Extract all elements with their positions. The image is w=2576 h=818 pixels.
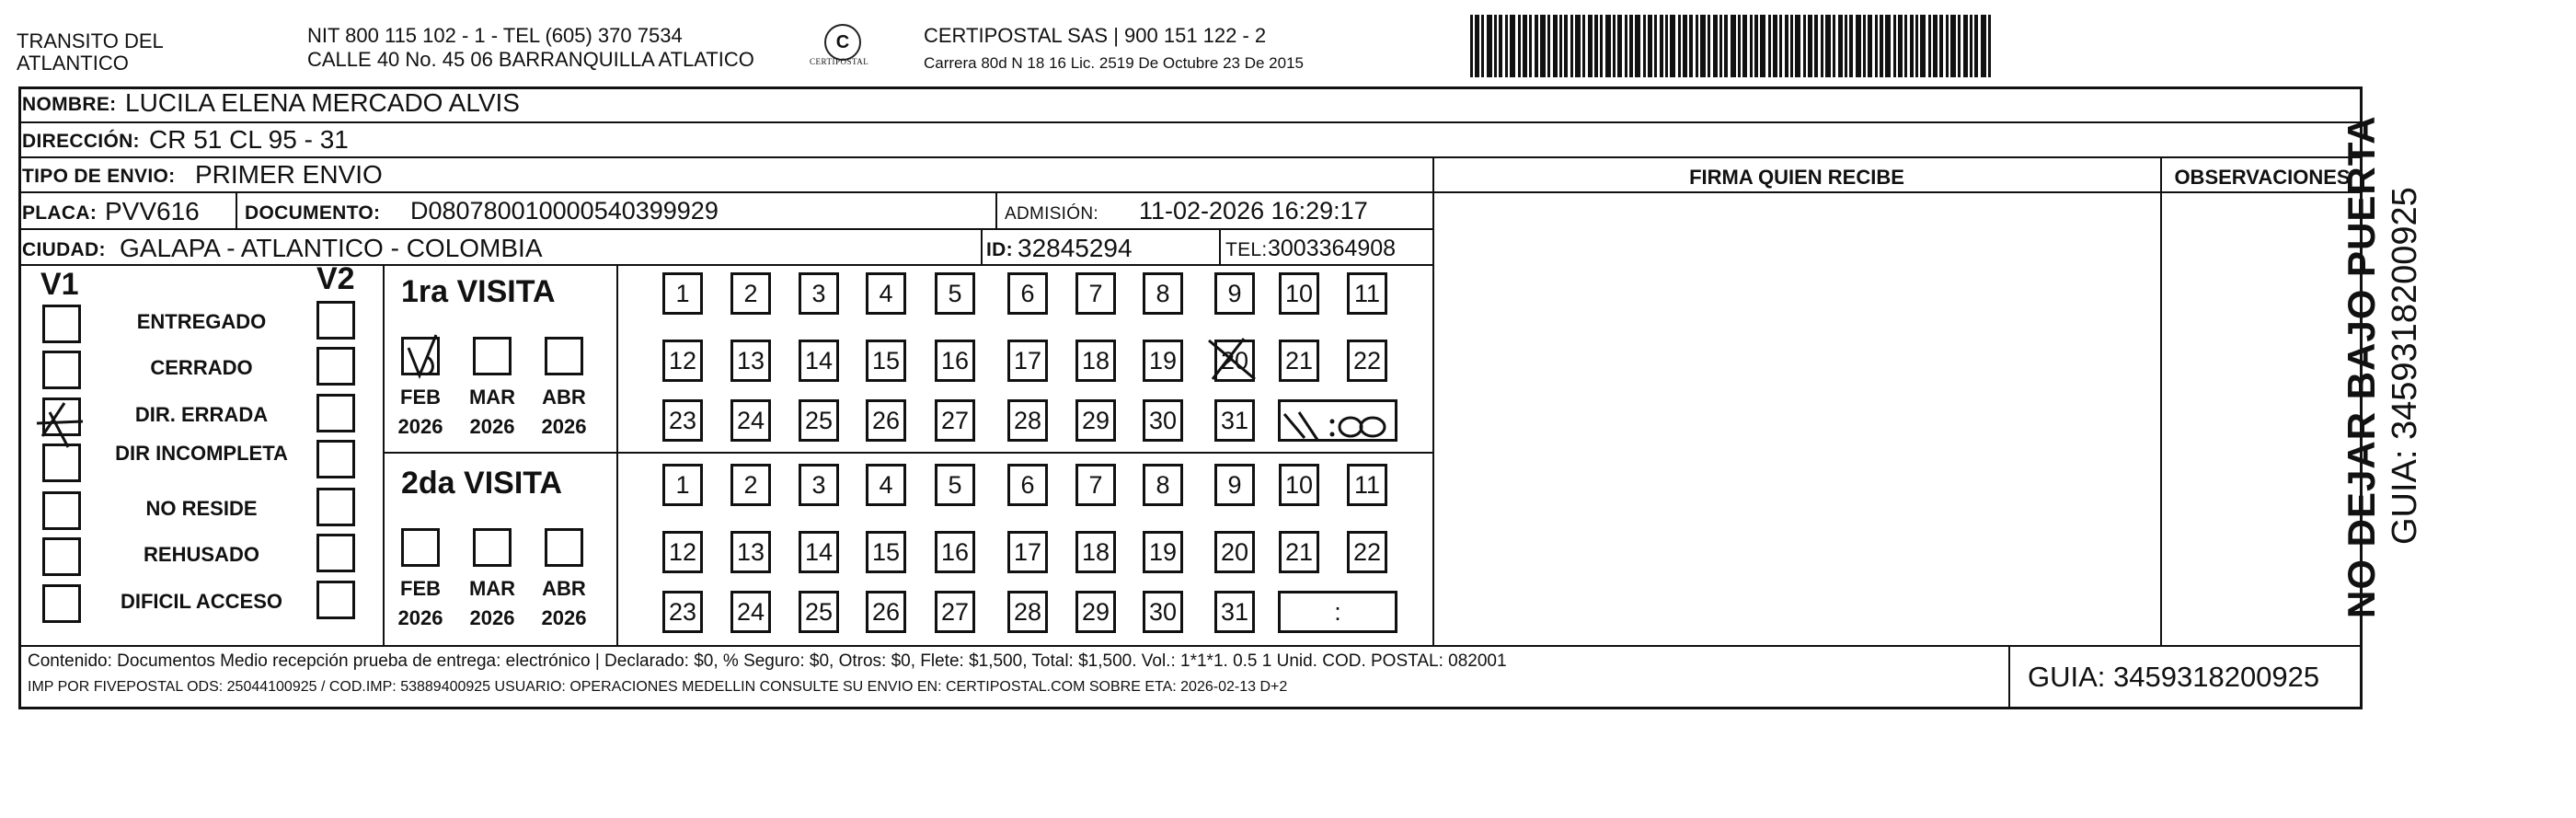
v1-checkbox[interactable] bbox=[42, 584, 81, 623]
day-box[interactable]: 21 bbox=[1279, 340, 1319, 382]
day-box[interactable]: 19 bbox=[1143, 531, 1183, 573]
month-year: 2026 bbox=[397, 606, 443, 629]
day-box[interactable]: 18 bbox=[1075, 340, 1116, 382]
month-checkbox[interactable] bbox=[473, 528, 512, 567]
logo-text: CERTIPOSTAL bbox=[810, 57, 869, 66]
day-box[interactable]: 13 bbox=[730, 340, 771, 382]
address-line: CALLE 40 No. 45 06 BARRANQUILLA ATLATICO bbox=[307, 48, 754, 71]
ciudad-label: CIUDAD: bbox=[22, 239, 106, 260]
day-box[interactable]: 17 bbox=[1007, 340, 1048, 382]
day-box[interactable]: 28 bbox=[1007, 399, 1048, 442]
day-box[interactable]: 7 bbox=[1075, 272, 1116, 315]
day-box[interactable]: 3 bbox=[799, 464, 839, 506]
month-year: 2026 bbox=[469, 606, 515, 629]
no-dejar-bajo-puerta-label: NO DEJAR BAJO PUERTA bbox=[2340, 115, 2383, 618]
day-box[interactable]: 14 bbox=[799, 340, 839, 382]
day-box[interactable]: 30 bbox=[1143, 591, 1183, 633]
day-box[interactable]: 9 bbox=[1214, 272, 1255, 315]
day-box[interactable]: 23 bbox=[662, 399, 703, 442]
nombre-label: NOMBRE: bbox=[22, 94, 117, 115]
placa-label: PLACA: bbox=[22, 202, 98, 224]
day-box[interactable]: 15 bbox=[866, 531, 906, 573]
nit-line: NIT 800 115 102 - 1 - TEL (605) 370 7534 bbox=[307, 24, 683, 47]
handwritten-time bbox=[1277, 407, 1393, 444]
status-label: ENTREGADO bbox=[136, 310, 267, 333]
day-box[interactable]: 6 bbox=[1007, 464, 1048, 506]
month-checkbox[interactable] bbox=[545, 528, 583, 567]
day-box[interactable]: 27 bbox=[935, 591, 975, 633]
day-box[interactable]: 16 bbox=[935, 531, 975, 573]
v2-checkbox[interactable] bbox=[316, 581, 355, 619]
firma-header: FIRMA QUIEN RECIBE bbox=[1689, 166, 1904, 189]
month-year: 2026 bbox=[397, 415, 443, 438]
day-box[interactable]: 11 bbox=[1347, 272, 1387, 315]
admision-label: ADMISIÓN: bbox=[1005, 204, 1098, 224]
admision-value: 11-02-2026 16:29:17 bbox=[1139, 197, 1368, 225]
v1-checkbox[interactable] bbox=[42, 537, 81, 576]
day-box[interactable]: 5 bbox=[935, 464, 975, 506]
direccion-value: CR 51 CL 95 - 31 bbox=[149, 125, 349, 154]
certipostal-logo-icon: C bbox=[824, 24, 861, 61]
day-box[interactable]: 14 bbox=[799, 531, 839, 573]
day-box[interactable]: 25 bbox=[799, 591, 839, 633]
day-box[interactable]: 24 bbox=[730, 399, 771, 442]
placa-value: PVV616 bbox=[105, 197, 200, 225]
status-label: REHUSADO bbox=[144, 543, 259, 566]
v2-checkbox[interactable] bbox=[316, 440, 355, 478]
footer-line1: Contenido: Documentos Medio recepción prueba de entrega: electrónico | Declarado: $0, % Seguro: $0, Otros: $0, Flete: $1,500, Total: $1,500. Vol.: 1*1*1. 0.5 1 Unid. COD. POSTAL: 082001 bbox=[28, 651, 1507, 671]
status-label: NO RESIDE bbox=[145, 497, 258, 520]
day-box[interactable]: 8 bbox=[1143, 464, 1183, 506]
day-box[interactable]: 1 bbox=[662, 464, 703, 506]
day-box[interactable]: 24 bbox=[730, 591, 771, 633]
observaciones-header: OBSERVACIONES bbox=[2174, 166, 2351, 189]
first-visit-title: 1ra VISITA bbox=[401, 274, 556, 309]
side-guia-label: GUIA: 3459318200925 bbox=[2386, 187, 2424, 545]
v2-header: V2 bbox=[316, 261, 355, 296]
day-box[interactable]: 10 bbox=[1279, 272, 1319, 315]
month-year: 2026 bbox=[469, 415, 515, 438]
org-name-line1: TRANSITO DEL bbox=[17, 29, 164, 52]
v2-checkbox[interactable] bbox=[316, 301, 355, 340]
time-box[interactable]: : bbox=[1278, 591, 1397, 633]
day-box[interactable]: 30 bbox=[1143, 399, 1183, 442]
footer-line2: IMP POR FIVEPOSTAL ODS: 25044100925 / COD.IMP: 53889400925 USUARIO: OPERACIONES MEDELLIN CONSULTE SU ENVIO EN: CERTIPOSTAL.COM SOBRE ETA: 2026-02-13 D+2 bbox=[28, 679, 1288, 695]
guia-footer: GUIA: 3459318200925 bbox=[2028, 661, 2320, 693]
day-box[interactable]: 25 bbox=[799, 399, 839, 442]
month-label: MAR bbox=[468, 577, 516, 600]
day-box[interactable]: 2 bbox=[730, 464, 771, 506]
month-label: ABR bbox=[542, 386, 586, 409]
company-line: CERTIPOSTAL SAS | 900 151 122 - 2 bbox=[924, 24, 1267, 47]
company-subline: Carrera 80d N 18 16 Lic. 2519 De Octubre 23 De 2015 bbox=[924, 54, 1304, 72]
tel-label: TEL: bbox=[1225, 239, 1268, 260]
day-box[interactable]: 27 bbox=[935, 399, 975, 442]
id-label: ID: bbox=[986, 239, 1013, 260]
id-value: 32845294 bbox=[1018, 234, 1133, 262]
v1-checkbox[interactable] bbox=[42, 351, 81, 389]
day-box[interactable]: 7 bbox=[1075, 464, 1116, 506]
day-box[interactable]: 29 bbox=[1075, 591, 1116, 633]
v2-checkbox[interactable] bbox=[316, 347, 355, 386]
v2-checkbox[interactable] bbox=[316, 488, 355, 526]
feb-check-mark bbox=[399, 333, 454, 388]
month-checkbox[interactable] bbox=[401, 528, 440, 567]
day-box[interactable]: 8 bbox=[1143, 272, 1183, 315]
day-box[interactable]: 3 bbox=[799, 272, 839, 315]
day-box[interactable]: 4 bbox=[866, 464, 906, 506]
v1-checkbox[interactable] bbox=[42, 491, 81, 530]
org-name-line2: ATLANTICO bbox=[17, 52, 129, 75]
tipo-envio-label: TIPO DE ENVIO: bbox=[22, 166, 176, 187]
status-label: DIFICIL ACCESO bbox=[120, 590, 282, 613]
v2-checkbox[interactable] bbox=[316, 394, 355, 432]
ciudad-value: GALAPA - ATLANTICO - COLOMBIA bbox=[120, 234, 543, 262]
status-label: DIR. ERRADA bbox=[134, 403, 269, 426]
day-box[interactable]: 28 bbox=[1007, 591, 1048, 633]
day-box[interactable]: 20 bbox=[1214, 340, 1255, 382]
month-year: 2026 bbox=[541, 415, 587, 438]
day-box[interactable]: 22 bbox=[1347, 531, 1387, 573]
tel-value: 3003364908 bbox=[1268, 236, 1397, 261]
day-box[interactable]: 4 bbox=[866, 272, 906, 315]
month-label: FEB bbox=[400, 577, 441, 600]
day-box[interactable]: 18 bbox=[1075, 531, 1116, 573]
day-box[interactable]: 15 bbox=[866, 340, 906, 382]
day-box[interactable]: 13 bbox=[730, 531, 771, 573]
day-box[interactable]: 11 bbox=[1347, 464, 1387, 506]
documento-label: DOCUMENTO: bbox=[245, 202, 381, 224]
day-box[interactable]: 26 bbox=[866, 591, 906, 633]
day-box[interactable]: 9 bbox=[1214, 464, 1255, 506]
day-box[interactable]: 12 bbox=[662, 531, 703, 573]
tipo-envio-value: PRIMER ENVIO bbox=[195, 160, 383, 189]
day-box[interactable]: 1 bbox=[662, 272, 703, 315]
day-box[interactable]: 10 bbox=[1279, 464, 1319, 506]
day-box[interactable]: 16 bbox=[935, 340, 975, 382]
second-visit-title: 2da VISITA bbox=[401, 466, 563, 501]
day-box[interactable]: 17 bbox=[1007, 531, 1048, 573]
dir-errada-check-mark bbox=[37, 396, 92, 451]
day-box[interactable]: 29 bbox=[1075, 399, 1116, 442]
status-label: DIR INCOMPLETA bbox=[115, 442, 288, 465]
day-box[interactable]: 26 bbox=[866, 399, 906, 442]
day-box[interactable]: 12 bbox=[662, 340, 703, 382]
day-box[interactable]: 6 bbox=[1007, 272, 1048, 315]
day-box[interactable]: 5 bbox=[935, 272, 975, 315]
day-box[interactable]: 31 bbox=[1214, 399, 1255, 442]
v2-checkbox[interactable] bbox=[316, 534, 355, 572]
barcode bbox=[1470, 15, 2188, 77]
day-box[interactable]: 31 bbox=[1214, 591, 1255, 633]
day-box[interactable]: 20 bbox=[1214, 531, 1255, 573]
day-box[interactable]: 21 bbox=[1279, 531, 1319, 573]
month-checkbox[interactable] bbox=[545, 337, 583, 375]
day-box[interactable]: 2 bbox=[730, 272, 771, 315]
day-box[interactable]: 23 bbox=[662, 591, 703, 633]
month-checkbox[interactable] bbox=[473, 337, 512, 375]
month-year: 2026 bbox=[541, 606, 587, 629]
month-label: FEB bbox=[400, 386, 441, 409]
day-box[interactable]: 22 bbox=[1347, 340, 1387, 382]
day-box[interactable]: 19 bbox=[1143, 340, 1183, 382]
status-label: CERRADO bbox=[150, 356, 253, 379]
direccion-label: DIRECCIÓN: bbox=[22, 131, 140, 152]
v1-header: V1 bbox=[40, 267, 79, 302]
month-label: ABR bbox=[542, 577, 586, 600]
month-label: MAR bbox=[468, 386, 516, 409]
nombre-value: LUCILA ELENA MERCADO ALVIS bbox=[125, 88, 520, 117]
documento-value: D080780010000540399929 bbox=[410, 197, 719, 225]
day-20-check-mark bbox=[1207, 335, 1262, 386]
v1-checkbox[interactable] bbox=[42, 305, 81, 343]
